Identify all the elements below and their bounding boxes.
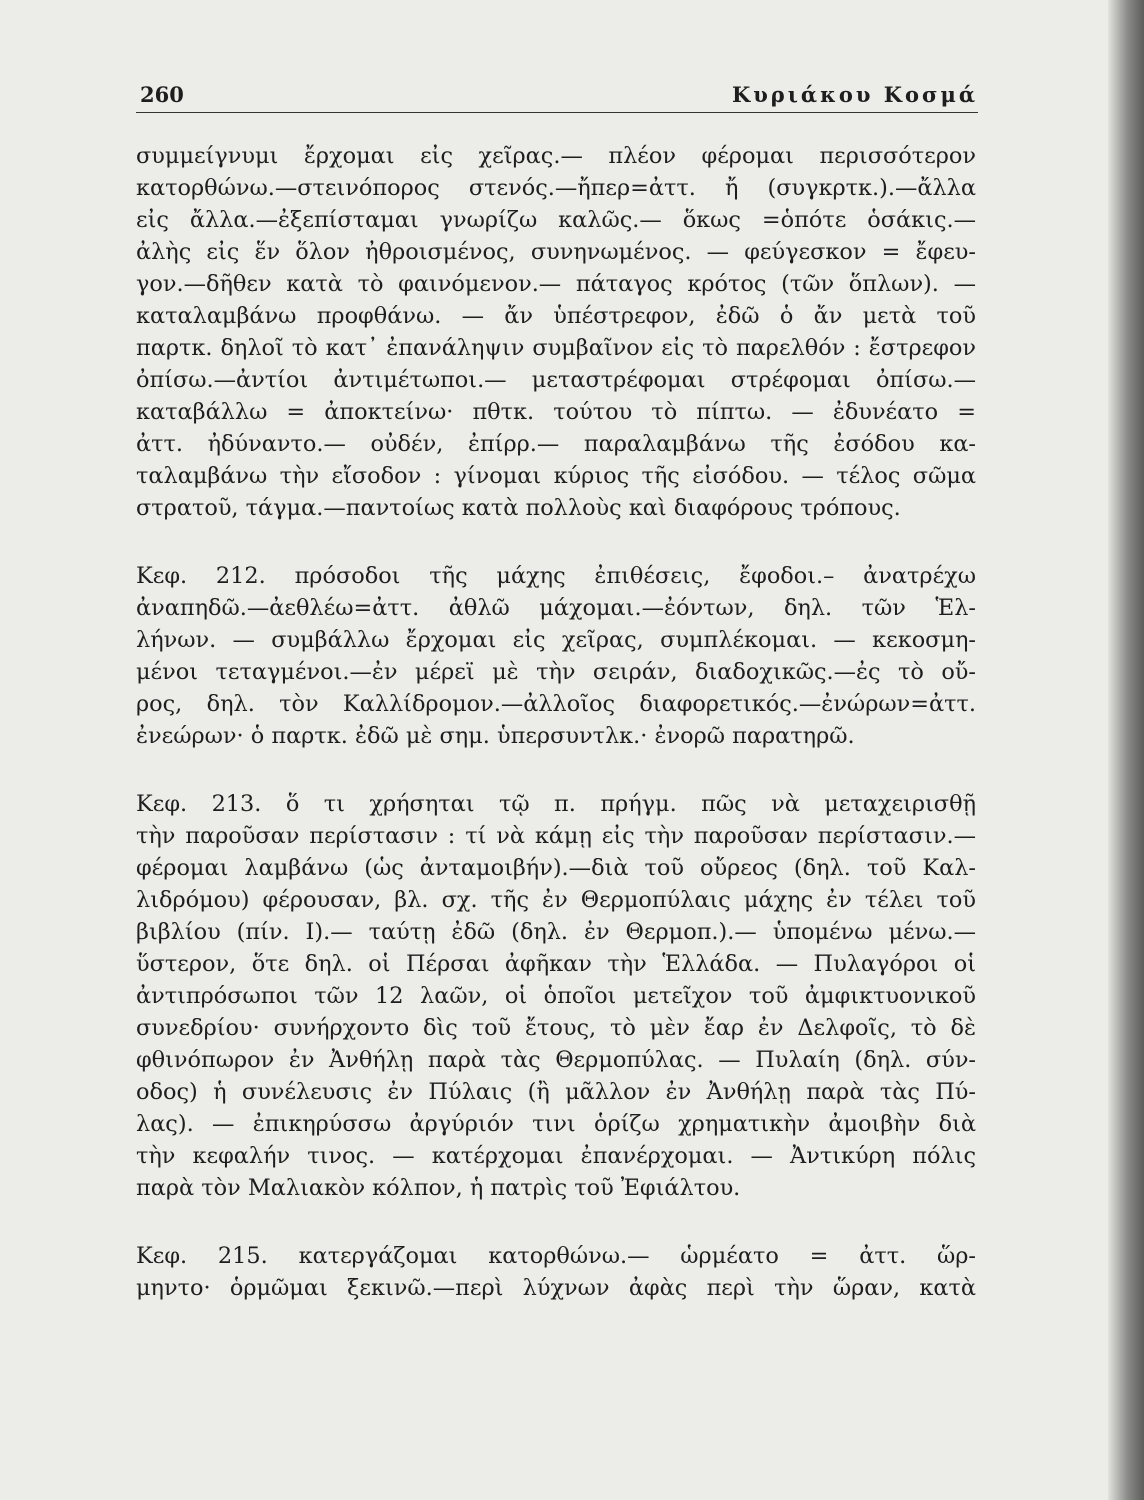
text-line: λας). — ἐπικηρύσσω ἀργύριόν τινι ὁρίζω χρηματικὴν ἀμοιβὴν διὰ (136, 1111, 976, 1137)
text-line: ταλαμβάνω τὴν εἴσοδον : γίνομαι κύριος τῆς εἰσόδου. — τέλος σῶμα (136, 463, 976, 489)
page-body (136, 140, 976, 1304)
text-line: ἐνεώρων· ὁ παρτκ. ἐδῶ μὲ σημ. ὑπερσυντλκ.· ἐνορῶ παρατηρῶ. (136, 723, 855, 749)
text-line: παρτκ. δηλοῖ τὸ κατ᾽ ἐπανάληψιν συμβαῖνον εἰς τὸ παρελθόν : ἔστρεφον (136, 335, 976, 361)
text-line: τὴν κεφαλήν τινος. — κατέρχομαι ἐπανέρχομαι. — Ἀντικύρη πόλις (136, 1143, 976, 1169)
text-line: μένοι τεταγμένοι.—ἐν μέρεϊ μὲ τὴν σειράν, διαδοχικῶς.—ἐς τὸ οὔ- (136, 659, 976, 685)
text-line: λήνων. — συμβάλλω ἔρχομαι εἰς χεῖρας, συμπλέκομαι. — κεκοσμη- (136, 627, 976, 653)
page-number: 260 (140, 82, 184, 107)
paragraph-gap (136, 752, 976, 788)
text-line: καταλαμβάνω προφθάνω. — ἄν ὑπέστρεφον, ἐδῶ ὁ ἄν μετὰ τοῦ (136, 303, 976, 329)
text-line: βιβλίου (πίν. Ι).— ταύτῃ ἐδῶ (δηλ. ἐν Θερμοπ.).— ὑπομένω μένω.— (136, 919, 976, 945)
page-header (136, 78, 978, 113)
text-line: ὕστερον, ὅτε δηλ. οἱ Πέρσαι ἀφῆκαν τὴν Ἑλλάδα. — Πυλαγόροι οἱ (136, 951, 976, 977)
text-line: στρατοῦ, τάγμα.—παντοίως κατὰ πολλοὺς καὶ διαφόρους τρόπους. (136, 495, 901, 521)
text-line: γον.—δῆθεν κατὰ τὸ φαινόμενον.— πάταγος κρότος (τῶν ὅπλων). — (136, 271, 976, 297)
text-line: λιδρόμου) φέρουσαν, βλ. σχ. τῆς ἐν Θερμοπύλαις μάχης ἐν τέλει τοῦ (136, 887, 976, 913)
text-line: Κεφ. 212. πρόσοδοι τῆς μάχης ἐπιθέσεις, ἔφοδοι.– ἀνατρέχω (136, 563, 976, 589)
text-line: φέρομαι λαμβάνω (ὡς ἀνταμοιβήν).—διὰ τοῦ οὔρεος (δηλ. τοῦ Καλ- (136, 855, 976, 881)
text-line: εἰς ἄλλα.—ἐξεπίσταμαι γνωρίζω καλῶς.— ὅκως =ὁπότε ὁσάκις.— (136, 207, 976, 233)
text-line: καταβάλλω = ἀποκτείνω· πθτκ. τούτου τὸ πίπτω. — ἐδυνέατο = (136, 399, 976, 425)
paragraph-gap (136, 1204, 976, 1240)
text-line: κατορθώνω.—στεινόπορος στενός.—ἤπερ=ἀττ. ἤ (συγκρτκ.).—ἄλλα (136, 175, 976, 201)
text-line: φθινόπωρον ἐν Ἀνθήλῃ παρὰ τὰς Θερμοπύλας. — Πυλαίη (δηλ. σύν- (136, 1047, 976, 1073)
text-line: ἀντιπρόσωποι τῶν 12 λαῶν, οἱ ὁποῖοι μετεῖχον τοῦ ἀμφικτυονικοῦ (136, 983, 976, 1009)
paragraph-gap (136, 524, 976, 560)
running-head: Κυριάκου Κοσμά (731, 82, 978, 107)
text-line: ἀττ. ἠδύναντο.— οὐδέν, ἐπίρρ.— παραλαμβάνω τῆς ἐσόδου κα- (136, 431, 976, 457)
text-line: ρος, δηλ. τὸν Καλλίδρομον.—ἀλλοῖος διαφορετικός.—ἐνώρων=ἀττ. (136, 691, 976, 717)
text-line: συνεδρίου· συνήρχοντο δὶς τοῦ ἔτους, τὸ μὲν ἔαρ ἐν Δελφοῖς, τὸ δὲ (136, 1015, 976, 1041)
text-line: οδος) ἡ συνέλευσις ἐν Πύλαις (ἢ μᾶλλον ἐν Ἀνθήλῃ παρὰ τὰς Πύ- (136, 1079, 976, 1105)
text-line: συμμείγνυμι ἔρχομαι εἰς χεῖρας.— πλέον φέρομαι περισσότερον (136, 143, 976, 169)
text-line: Κεφ. 213. ὅ τι χρήσηται τῷ π. πρήγμ. πῶς νὰ μεταχειρισθῇ (136, 791, 976, 817)
text-line: παρὰ τὸν Μαλιακὸν κόλπον, ἡ πατρὶς τοῦ Ἐφιάλτου. (136, 1175, 741, 1201)
text-line: τὴν παροῦσαν περίστασιν : τί νὰ κάμῃ εἰς τὴν παροῦσαν περίστασιν.— (136, 823, 976, 849)
text-line: ἀλὴς εἰς ἕν ὅλον ἠθροισμένος, συνηνωμένος. — φεύγεσκον = ἔφευ- (136, 239, 976, 265)
text-line: ἀναπηδῶ.—ἀεθλέω=ἀττ. ἀθλῶ μάχομαι.—ἐόντων, δηλ. τῶν Ἑλ- (136, 595, 976, 621)
paragraph-kef-212 (136, 560, 976, 752)
text-line: Κεφ. 215. κατεργάζομαι κατορθώνω.— ὡρμέατο = ἀττ. ὥρ- (136, 1243, 976, 1269)
text-line: ὀπίσω.—ἀντίοι ἀντιμέτωποι.— μεταστρέφομαι στρέφομαι ὀπίσω.— (136, 367, 976, 393)
paragraph-kef-215 (136, 1240, 976, 1304)
text-line: μηντο· ὁρμῶμαι ξεκινῶ.—περὶ λύχνων ἀφὰς περὶ τὴν ὥραν, κατὰ (136, 1275, 976, 1301)
paragraph-kef-213 (136, 788, 976, 1204)
paragraph-1 (136, 140, 976, 524)
page-edge-shadow (1108, 0, 1144, 1500)
